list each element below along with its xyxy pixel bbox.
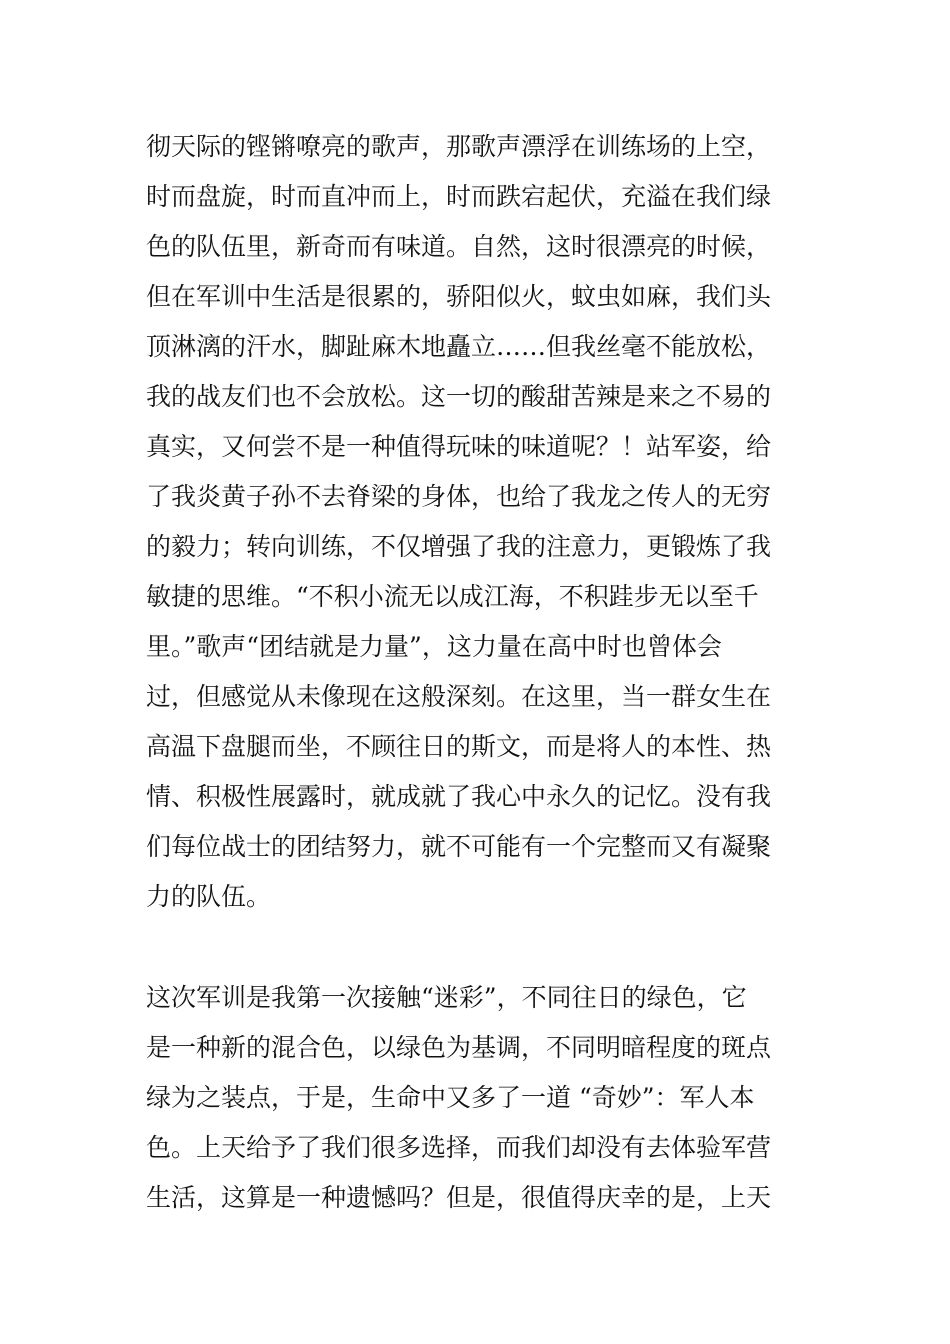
text-line: 这次军训是我第一次接触“迷彩”，不同往日的绿色，它 [146,983,747,1012]
paragraph-1 [146,122,810,922]
text-line: 高温下盘腿而坐，不顾往日的斯文，而是将人的本性、热 [146,732,772,761]
text-line: 时而盘旋，时而直冲而上，时而跌宕起伏，充溢在我们绿 [146,182,772,211]
text-line: 了我炎黄子孙不去脊梁的身体，也给了我龙之传人的无穷 [146,482,772,511]
text-line: 绿为之装点，于是，生命中又多了一道 “奇妙”：军人本 [146,1083,755,1112]
text-line: 顶淋漓的汗水，脚趾麻木地矗立……但我丝毫不能放松， [146,332,772,361]
text-line: 但在军训中生活是很累的，骄阳似火，蚊虫如麻，我们头 [146,282,772,311]
text-line: 的毅力；转向训练，不仅增强了我的注意力，更锻炼了我 [146,532,772,561]
text-line: 情、积极性展露时，就成就了我心中永久的记忆。没有我 [146,782,772,811]
text-line: 力的队伍。 [146,882,272,911]
text-line: 真实，又何尝不是一种值得玩味的味道呢？！站军姿，给 [146,432,772,461]
text-line: 我的战友们也不会放松。这一切的酸甜苦辣是来之不易的 [146,382,772,411]
text-line: 敏捷的思维。“不积小流无以成江海，不积跬步无以至千 [146,582,759,611]
text-line: 们每位战士的团结努力，就不可能有一个完整而又有凝聚 [146,832,772,861]
text-line: 色。上天给予了我们很多选择，而我们却没有去体验军营 [146,1133,772,1162]
text-line: 里。”歌声“团结就是力量”，这力量在高中时也曾体会 [146,632,722,661]
text-line: 是一种新的混合色，以绿色为基调，不同明暗程度的斑点 [146,1033,772,1062]
text-line: 色的队伍里，新奇而有味道。自然，这时很漂亮的时候， [146,232,772,261]
paragraph-2 [146,973,810,1223]
text-line: 彻天际的铿锵嘹亮的歌声，那歌声漂浮在训练场的上空， [146,132,772,161]
text-line: 过，但感觉从未像现在这般深刻。在这里，当一群女生在 [146,682,772,711]
text-line: 生活，这算是一种遗憾吗？但是，很值得庆幸的是，上天 [146,1183,772,1212]
